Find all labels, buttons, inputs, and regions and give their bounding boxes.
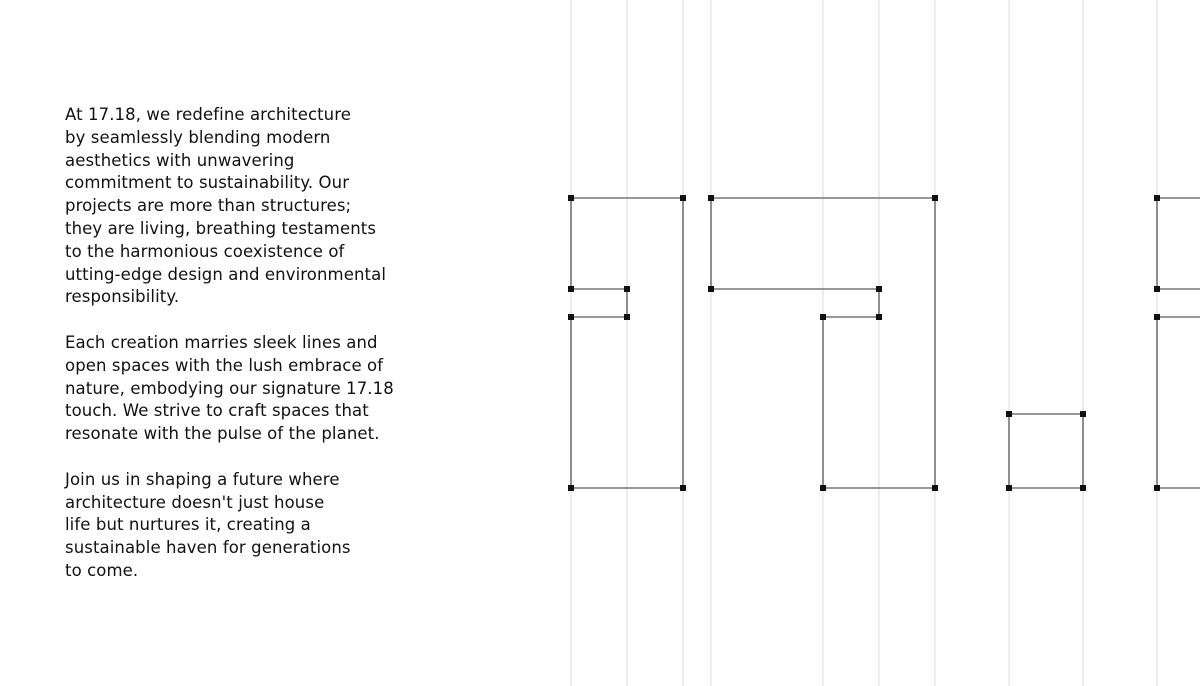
text-line: to come. <box>65 560 139 580</box>
anchor-point <box>1154 314 1160 320</box>
text-line: by seamlessly blending modern <box>65 127 331 147</box>
anchor-point <box>820 485 826 491</box>
text-line: nature, embodying our signature 17.18 <box>65 378 394 398</box>
anchor-point <box>708 195 714 201</box>
anchor-point <box>568 195 574 201</box>
text-line: Join us in shaping a future where <box>65 469 340 489</box>
text-line: aesthetics with unwavering <box>65 150 295 170</box>
anchor-point <box>1154 195 1160 201</box>
anchor-point <box>1006 411 1012 417</box>
anchor-point <box>876 314 882 320</box>
text-line: resonate with the pulse of the planet. <box>65 424 380 444</box>
glyph-outline <box>1157 317 1200 488</box>
anchor-point <box>1080 411 1086 417</box>
anchor-point <box>876 286 882 292</box>
text-line: Each creation marries sleek lines and <box>65 332 378 352</box>
anchor-point <box>1080 485 1086 491</box>
text-line: utting-edge design and environmental <box>65 264 387 284</box>
text-line: life but nurtures it, creating a <box>65 515 311 535</box>
anchor-point <box>1006 485 1012 491</box>
text-line: they are living, breathing testaments <box>65 218 377 238</box>
anchor-point <box>932 485 938 491</box>
anchor-point <box>1154 485 1160 491</box>
glyph-outline <box>1157 198 1200 289</box>
text-line: responsibility. <box>65 287 180 307</box>
text-line: sustainable haven for generations <box>65 538 351 558</box>
anchor-point <box>820 314 826 320</box>
glyph-outline <box>1009 414 1083 488</box>
text-line: commitment to sustainability. Our <box>65 173 350 193</box>
anchor-points <box>568 195 1160 491</box>
anchor-point <box>624 314 630 320</box>
text-line: to the harmonious coexistence of <box>65 241 345 261</box>
anchor-point <box>568 314 574 320</box>
anchor-point <box>568 286 574 292</box>
text-line: touch. We strive to craft spaces that <box>65 401 369 421</box>
anchor-point <box>624 286 630 292</box>
glyph-outlines <box>571 198 1200 488</box>
text-line: At 17.18, we redefine architecture <box>65 105 352 124</box>
anchor-point <box>1154 286 1160 292</box>
anchor-point <box>568 485 574 491</box>
anchor-point <box>680 485 686 491</box>
guide-lines <box>571 0 1157 686</box>
anchor-point <box>708 286 714 292</box>
text-line: architecture doesn't just house <box>65 492 325 512</box>
text-line: open spaces with the lush embrace of <box>65 355 384 375</box>
anchor-point <box>680 195 686 201</box>
anchor-point <box>932 195 938 201</box>
text-line: projects are more than structures; <box>65 196 352 216</box>
